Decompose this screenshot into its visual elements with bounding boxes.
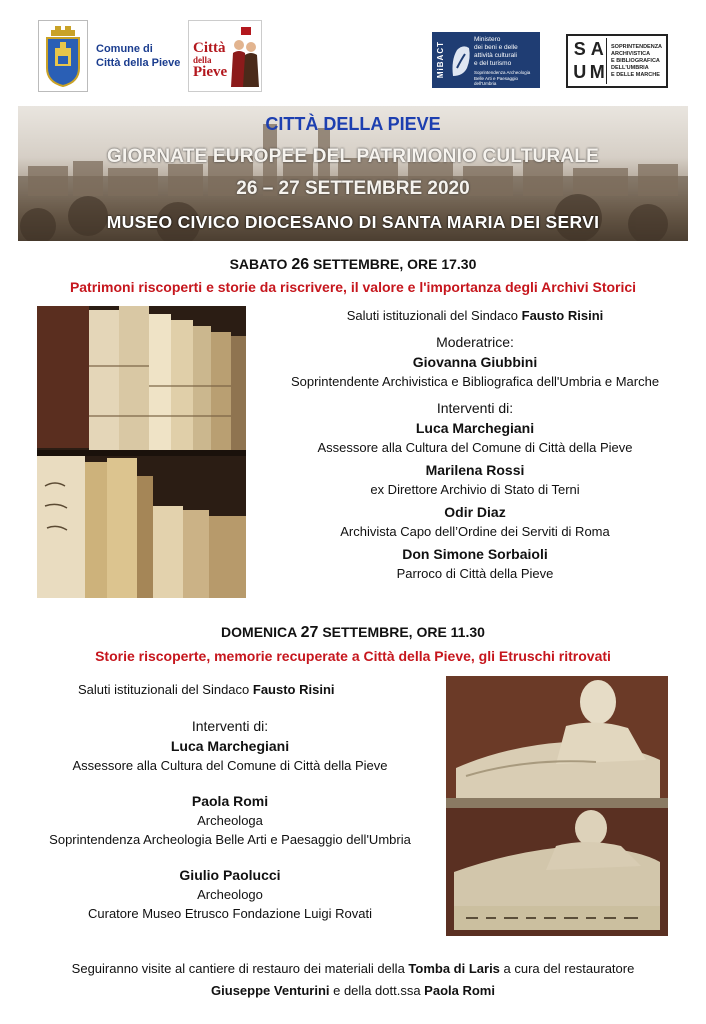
day1-moderatrice-name: Giovanna Giubbini [412, 354, 538, 370]
footer-t3: e della dott.ssa [329, 983, 425, 998]
day2-speaker-role: Assessore alla Cultura del Comune di Città della Pieve [72, 758, 388, 773]
mibact-line2: dei beni e delle [474, 44, 518, 51]
day1-saluti-line [262, 306, 688, 325]
day1-moderatrice-role: Soprintendente Archivistica e Bibliografica dell'Umbria e Marche [290, 374, 660, 389]
day2-theme: Storie riscoperte, memorie recuperate a Città della Pieve, gli Etruschi ritrovati [95, 648, 611, 664]
footer-line2 [0, 980, 706, 1002]
day2-program [20, 680, 440, 923]
day2-heading [0, 624, 706, 642]
day2-speaker-name: Paola Romi [191, 793, 269, 809]
day1-speaker-role: ex Direttore Archivio di Stato di Terni [370, 482, 580, 497]
day1-interventi-label: Interventi di: [436, 400, 514, 416]
day1-speaker-role: Archivista Capo dell’Ordine dei Serviti di Roma [340, 524, 610, 539]
day1-suffix: SETTEMBRE, ORE 17.30 [309, 256, 477, 272]
day2-saluti-line [20, 680, 440, 699]
archive-books-image [37, 306, 246, 598]
day2-speaker-role2: Curatore Museo Etrusco Fondazione Luigi Rovati [88, 906, 372, 921]
citta-della-pieve-logo [188, 20, 262, 92]
day1-program [262, 306, 688, 583]
footer-t1: Seguiranno visite al cantiere di restauro dei materiali della [71, 961, 409, 976]
day1-speaker-name: Marilena Rossi [425, 462, 525, 478]
day2-suffix: SETTEMBRE, ORE 11.30 [318, 624, 485, 640]
day2-saluti: Saluti istituzionali del Sindaco [78, 682, 253, 697]
day1-speaker-name: Luca Marchegiani [415, 420, 535, 436]
citta-logo-line2: della [193, 55, 212, 65]
banner-city: CITTÀ DELLA PIEVE [265, 114, 441, 134]
mibact-emblem-icon [448, 32, 474, 88]
citta-logo-line1: Città [193, 40, 226, 56]
day2-speaker-role: Archeologo [197, 887, 263, 902]
day2-speaker-name: Giulio Paolucci [179, 867, 281, 883]
footer-b2: Giuseppe Venturini [211, 983, 330, 998]
sabap-letter-u: U [573, 62, 587, 82]
day1-speaker-name: Odir Diaz [444, 504, 506, 520]
comune-line1: Comune di [96, 43, 153, 55]
mibact-logo [432, 32, 540, 88]
mibact-line4: e del turismo [474, 60, 512, 67]
day1-moderatrice-label: Moderatrice: [436, 334, 514, 350]
mibact-side-label: MiBACT [435, 41, 445, 79]
header-logos [0, 0, 706, 100]
day2-sindaco: Fausto Risini [252, 682, 335, 697]
day1-prefix: SABATO [229, 256, 292, 272]
sabap-line2: ARCHIVISTICA [611, 50, 651, 57]
sabap-line1: SOPRINTENDENZA [611, 43, 663, 50]
banner-dates: 26 – 27 SETTEMBRE 2020 [236, 178, 470, 199]
day2-interventi-label: Interventi di: [191, 718, 269, 734]
banner-venue: MUSEO CIVICO DIOCESANO DI SANTA MARIA DEI SERVI [106, 212, 600, 232]
comune-line2: Città della Pieve [96, 57, 181, 69]
mibact-line3: attività culturali [474, 52, 517, 59]
footer-b1: Tomba di Laris [408, 961, 500, 976]
sabap-letter-m: M [589, 62, 605, 82]
etruscan-urns-image [446, 676, 668, 936]
comune-logo [38, 20, 180, 92]
mibact-line1: Ministero [474, 36, 501, 43]
citta-logo-line3: Pieve [193, 64, 228, 80]
sabap-line5: E DELLE MARCHE [611, 71, 660, 78]
sabap-letter-s: S [573, 39, 586, 59]
sabap-letter-a: A [590, 39, 604, 59]
day1-speaker-name: Don Simone Sorbaioli [402, 546, 548, 562]
day2-speaker-role2: Soprintendenza Archeologia Belle Arti e Paesaggio dell'Umbria [49, 832, 411, 847]
sabap-line3: E BIBLIOGRAFICA [611, 57, 660, 64]
day1-speaker-role: Assessore alla Cultura del Comune di Città della Pieve [317, 440, 633, 455]
day1-heading [0, 256, 706, 274]
day2-num: 27 [300, 624, 319, 641]
day1-saluti: Saluti istituzionali del Sindaco [346, 308, 522, 323]
sabap-logo [566, 34, 668, 88]
footer-b3: Paola Romi [424, 983, 495, 998]
day1-sindaco: Fausto Risini [521, 308, 604, 323]
day1-speaker-role: Parroco di Città della Pieve [396, 566, 554, 581]
banner-event-title: GIORNATE EUROPEE DEL PATRIMONIO CULTURALE [106, 146, 599, 167]
footer-t2: a cura del restauratore [499, 961, 635, 976]
day1-num: 26 [291, 256, 310, 273]
day2-speaker-name: Luca Marchegiani [170, 738, 290, 754]
day2-speaker-role: Archeologa [197, 813, 263, 828]
day1-theme: Patrimoni riscoperti e storie da riscrivere, il valore e l'importanza degli Archivi Storici [69, 279, 637, 295]
event-banner [18, 106, 688, 241]
sabap-mark-icon [571, 38, 607, 84]
comune-crest-icon [38, 20, 88, 92]
footer-note [0, 958, 706, 1002]
sabap-line4: DELL'UMBRIA [611, 64, 649, 71]
footer-line1 [0, 958, 706, 980]
mibact-sub: Soprintendenza Archeologia Belle Arti e Paesaggio dell'Umbria [474, 70, 531, 86]
day2-prefix: DOMENICA [221, 624, 301, 640]
citta-logo-figures-icon [229, 27, 259, 89]
